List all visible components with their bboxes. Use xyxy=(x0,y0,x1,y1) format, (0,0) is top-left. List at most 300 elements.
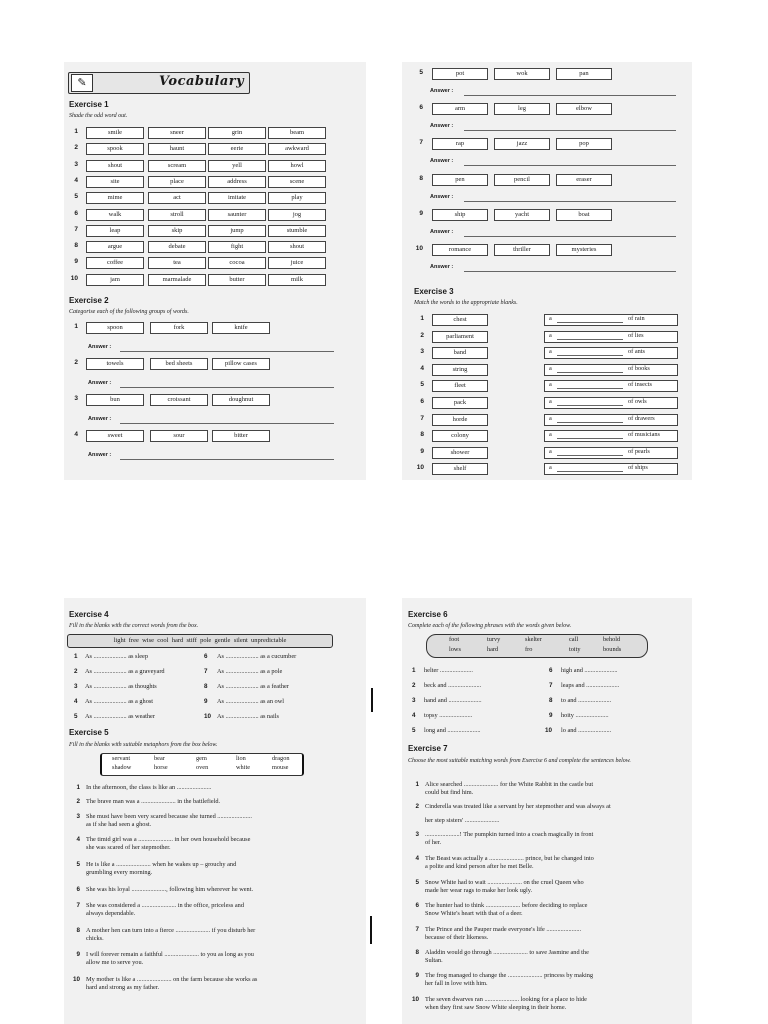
sentence-text: The seven dwarves ran ...................... looking for a place to hide xyxy=(425,996,587,1003)
word-cell: yacht xyxy=(494,209,550,221)
match-cell xyxy=(544,380,678,392)
item-number: 5 xyxy=(419,69,423,76)
sentence-number: 3 xyxy=(76,813,80,820)
word-cell[interactable]: eerie xyxy=(208,143,266,155)
word-cell[interactable]: skip xyxy=(148,225,206,237)
word-cell[interactable]: scream xyxy=(148,160,206,172)
exercise-1-instruction: Shade the odd word out. xyxy=(69,113,128,119)
metaphor-word: lion xyxy=(236,755,246,762)
match-cell xyxy=(544,331,678,343)
sentence-number: 5 xyxy=(415,879,419,886)
binder-mark xyxy=(370,916,372,944)
word-cell[interactable]: debate xyxy=(148,241,206,253)
book-icon: ✎ xyxy=(71,74,93,92)
match-phrase: of rain xyxy=(628,315,645,322)
phrase-text: helter ..................... xyxy=(424,667,473,674)
match-blank[interactable] xyxy=(557,338,623,340)
simile-text: As ..................... as nails xyxy=(217,713,279,720)
phrase-text: topsy ..................... xyxy=(424,712,473,719)
word-cell: fork xyxy=(150,322,208,334)
match-phrase: of insects xyxy=(628,381,652,389)
answer-line[interactable] xyxy=(464,94,676,96)
phrase-number: 3 xyxy=(412,697,416,704)
simile-text: As ..................... as thoughts xyxy=(85,683,157,690)
match-article: a xyxy=(549,398,552,405)
match-blank[interactable] xyxy=(557,454,623,456)
simile-text: As ..................... as weather xyxy=(85,713,155,720)
answer-label: Answer : xyxy=(430,228,454,235)
item-number: 9 xyxy=(74,258,78,266)
phrase-word: skelter xyxy=(525,636,542,643)
collective-noun-cell: shower xyxy=(432,447,488,459)
item-number: 9 xyxy=(420,447,424,455)
word-cell: wok xyxy=(494,68,550,80)
word-box: light free wise cool hard stiff pole gentle silent unpredictable xyxy=(67,634,333,648)
word-cell: pen xyxy=(432,174,488,186)
item-number: 4 xyxy=(74,431,78,438)
word-cell: knife xyxy=(212,322,270,334)
word-cell: bitter xyxy=(212,430,270,442)
simile-item: 1 xyxy=(74,653,78,660)
exercise-4-instruction: Fill in the blanks with the correct words from the box. xyxy=(69,623,199,629)
phrase-text: hoity ..................... xyxy=(561,712,609,719)
phrase-word: toity xyxy=(569,646,581,653)
item-number: 10 xyxy=(416,464,424,472)
simile-item: 4 xyxy=(74,698,78,705)
word-cell: croissant xyxy=(150,394,208,406)
word-cell[interactable]: saunter xyxy=(208,209,266,221)
match-article: a xyxy=(549,381,552,389)
item-number: 6 xyxy=(74,209,78,217)
answer-label: Answer : xyxy=(88,452,112,458)
match-blank[interactable] xyxy=(557,321,623,323)
sentence-text: Aladdin would go through ...................... to save Jasmine and the xyxy=(425,949,589,956)
simile-text: As ..................... as a cucumber xyxy=(217,653,297,660)
word-cell[interactable]: jog xyxy=(268,209,326,221)
collective-noun-cell: parliament xyxy=(432,331,488,343)
word-cell[interactable]: argue xyxy=(86,241,144,253)
sentence-text-cont: as if she had seen a ghost. xyxy=(86,821,152,828)
sentence-number: 9 xyxy=(415,972,419,979)
phrase-number: 8 xyxy=(549,697,553,704)
word-cell: sweet xyxy=(86,430,144,442)
banner-title: Vocabulary xyxy=(159,74,245,89)
sentence-text-cont: she was scared of her stepmother. xyxy=(86,844,171,851)
sentence-text-cont: of her. xyxy=(425,839,442,846)
phrase-number: 2 xyxy=(412,682,416,689)
phrase-text: leaps and ..................... xyxy=(561,682,620,689)
exercise-5-instruction: Fill in the blanks with suitable metaphors from the box below. xyxy=(69,742,218,748)
match-cell xyxy=(544,397,678,409)
sentence-text-cont: chicks. xyxy=(86,935,104,942)
sentence-text: In the afternoon, the class is like an ...................... xyxy=(86,784,212,791)
word-cell: leg xyxy=(494,103,550,115)
word-cell[interactable]: play xyxy=(268,192,326,204)
item-number: 2 xyxy=(74,144,78,152)
match-cell xyxy=(544,347,678,359)
metaphor-word: servant xyxy=(112,755,131,762)
sentence-text: ......................! The pumpkin turned into a coach magically in front xyxy=(425,831,594,838)
simile-text: As ..................... as an owl xyxy=(217,698,284,705)
sentence-text: Cinderella was treated like a servant by her stepmother and was always at xyxy=(425,803,611,810)
phrase-number: 7 xyxy=(549,682,553,689)
answer-label: Answer : xyxy=(88,416,112,422)
exercise-4-title: Exercise 4 xyxy=(69,610,109,619)
exercise-7-title: Exercise 7 xyxy=(408,744,448,753)
sentence-number: 8 xyxy=(76,927,80,934)
sentence-text: My mother is like a ...................... on the farm because she works as xyxy=(86,976,258,983)
word-cell: bun xyxy=(86,394,144,406)
match-cell xyxy=(544,463,678,475)
word-cell[interactable]: haunt xyxy=(148,143,206,155)
word-cell[interactable]: sneer xyxy=(148,127,206,139)
collective-noun-cell: band xyxy=(432,347,488,359)
simile-item: 6 xyxy=(204,653,208,660)
metaphor-word: gem xyxy=(196,755,207,762)
sentence-text-cont: when they first saw Snow White sleeping in their home. xyxy=(425,1004,567,1011)
word-cell[interactable]: act xyxy=(148,192,206,204)
word-cell[interactable]: smile xyxy=(86,127,144,139)
phrase-text: to and ..................... xyxy=(561,697,612,704)
answer-line[interactable] xyxy=(464,270,676,272)
sentence-text: The frog managed to change the ...................... princess by making xyxy=(425,972,594,979)
metaphor-word: horse xyxy=(154,764,168,771)
word-cell[interactable]: address xyxy=(208,176,266,188)
metaphor-box xyxy=(100,753,304,776)
phrase-number: 9 xyxy=(549,712,553,719)
sentence-text-cont: grumbling every morning. xyxy=(86,869,153,876)
exercise-7-instruction: Choose the most suitable matching words from Exercise 6 and complete the sentences below. xyxy=(408,758,631,764)
word-cell[interactable]: cocoa xyxy=(208,257,266,269)
match-blank[interactable] xyxy=(557,387,623,389)
match-phrase: of pearls xyxy=(628,447,650,455)
sentence-text-cont: her step sisters' ...................... xyxy=(425,817,500,824)
metaphor-word: white xyxy=(236,764,250,771)
sentence-number: 2 xyxy=(76,798,80,805)
match-blank[interactable] xyxy=(557,437,623,439)
exercise-2-instruction: Categorise each of the following groups of words. xyxy=(69,309,189,315)
metaphor-word: bear xyxy=(154,755,165,762)
phrase-word: behold xyxy=(603,636,621,643)
match-blank[interactable] xyxy=(557,354,623,356)
word-cell: pillow cases xyxy=(212,358,270,370)
metaphor-word: dragon xyxy=(272,755,290,762)
collective-noun-cell: pack xyxy=(432,397,488,409)
sentence-text: The hunter had to think ...................... before deciding to replace xyxy=(425,902,588,909)
word-cell[interactable]: shout xyxy=(86,160,144,172)
metaphor-word: oven xyxy=(196,764,209,771)
sentence-number: 8 xyxy=(415,949,419,956)
word-cell: romance xyxy=(432,244,488,256)
vocabulary-banner xyxy=(68,72,250,94)
word-cell[interactable]: grin xyxy=(208,127,266,139)
item-number: 10 xyxy=(415,245,423,252)
simile-item: 7 xyxy=(204,668,208,675)
sentence-text: The Prince and the Pauper made everyone's life ...................... xyxy=(425,926,582,933)
match-phrase: of ships xyxy=(628,464,648,472)
worksheet-page-bottom-right xyxy=(402,598,692,1024)
item-number: 3 xyxy=(74,395,78,402)
sentence-number: 6 xyxy=(76,886,80,893)
word-cell[interactable]: juice xyxy=(268,257,326,269)
exercise-3-instruction: Match the words to the appropriate blanks. xyxy=(414,300,518,306)
match-article: a xyxy=(549,315,552,322)
sentence-number: 3 xyxy=(415,831,419,838)
answer-label: Answer : xyxy=(430,123,454,130)
item-number: 7 xyxy=(419,139,423,147)
sentence-number: 1 xyxy=(415,781,419,788)
word-cell[interactable]: stroll xyxy=(148,209,206,221)
phrase-number: 4 xyxy=(412,712,416,719)
sentence-text-cont: hard and strong as my father. xyxy=(86,984,160,991)
word-cell: bed sheets xyxy=(150,358,208,370)
exercise-2-title: Exercise 2 xyxy=(69,296,109,305)
simile-text: As ..................... as a ghost xyxy=(85,698,154,705)
answer-line[interactable] xyxy=(464,164,676,166)
word-cell: elbow xyxy=(556,103,612,115)
exercise-5-title: Exercise 5 xyxy=(69,728,109,737)
sentence-text-cont: made her wear rags to make her look ugly. xyxy=(425,887,533,894)
sentence-text: The Beast was actually a ...................... prince, but he changed into xyxy=(425,855,594,862)
match-article: a xyxy=(549,348,552,356)
word-cell: jazz xyxy=(494,138,550,150)
sentence-text-cont: could but find him. xyxy=(425,789,474,796)
word-cell: doughnut xyxy=(212,394,270,406)
sentence-number: 7 xyxy=(76,902,80,909)
answer-line[interactable] xyxy=(464,129,676,131)
sentence-text: The timid girl was a ...................... in her own household because xyxy=(86,836,251,843)
sentence-number: 10 xyxy=(72,976,80,983)
match-article: a xyxy=(549,331,552,339)
item-number: 8 xyxy=(74,242,78,250)
match-phrase: of musicians xyxy=(628,431,661,439)
word-cell: thriller xyxy=(494,244,550,256)
sentence-text-cont: Snow White's heart with that of a deer. xyxy=(425,910,523,917)
word-cell[interactable]: spook xyxy=(86,143,144,155)
word-cell[interactable]: milk xyxy=(268,274,326,286)
match-blank[interactable] xyxy=(557,421,623,423)
sentence-text-cont: a polite and kind person after he met Belle. xyxy=(425,863,534,870)
word-cell[interactable]: shout xyxy=(268,241,326,253)
match-phrase: of lies xyxy=(628,331,644,339)
word-cell[interactable]: awkward xyxy=(268,143,326,155)
match-article: a xyxy=(549,431,552,439)
word-cell: towels xyxy=(86,358,144,370)
match-cell xyxy=(544,414,678,426)
phrase-number: 1 xyxy=(412,667,416,674)
sentence-number: 7 xyxy=(415,926,419,933)
phrase-word: fro xyxy=(525,646,533,653)
word-cell[interactable]: jam xyxy=(86,274,144,286)
sentence-text: He is like a ...................... when he wakes up – grouchy and xyxy=(86,861,237,868)
sentence-text: Alice searched ...................... for the White Rabbit in the castle but xyxy=(425,781,594,788)
answer-line[interactable] xyxy=(120,458,334,460)
word-cell: boat xyxy=(556,209,612,221)
match-phrase: of books xyxy=(628,364,650,372)
word-cell: spoon xyxy=(86,322,144,334)
phrase-word: lows xyxy=(449,646,461,653)
phrase-word: call xyxy=(569,636,579,643)
item-number: 1 xyxy=(74,128,78,135)
word-cell: mysteries xyxy=(556,244,612,256)
sentence-text-cont: because of their likeness. xyxy=(425,934,489,941)
collective-noun-cell: string xyxy=(432,364,488,376)
answer-label: Answer : xyxy=(88,380,112,386)
sentence-text: I will forever remain a faithful ...................... to you as long as you xyxy=(86,951,254,958)
answer-line[interactable] xyxy=(464,200,676,202)
answer-line[interactable] xyxy=(120,350,334,352)
sentence-number: 9 xyxy=(76,951,80,958)
simile-text: As ..................... as a feather xyxy=(217,683,289,690)
phrase-word: bounds xyxy=(603,646,622,653)
match-blank[interactable] xyxy=(557,371,623,373)
answer-line[interactable] xyxy=(464,235,676,237)
simile-item: 3 xyxy=(74,683,78,690)
word-cell[interactable]: jump xyxy=(208,225,266,237)
phrase-text: high and ..................... xyxy=(561,667,618,674)
item-number: 7 xyxy=(74,225,78,233)
word-cell[interactable]: howl xyxy=(268,160,326,172)
word-cell[interactable]: beam xyxy=(268,127,326,139)
item-number: 8 xyxy=(419,174,423,182)
sentence-text: She was his loyal ......................, following him wherever he went. xyxy=(86,886,254,893)
binder-mark xyxy=(371,688,373,712)
item-number: 5 xyxy=(74,193,78,201)
collective-noun-cell: shelf xyxy=(432,463,488,475)
phrase-text: long and ..................... xyxy=(424,727,481,734)
word-cell: pencil xyxy=(494,174,550,186)
exercise-6-instruction: Complete each of the following phrases with the words given below. xyxy=(408,623,572,629)
item-number: 1 xyxy=(420,315,424,322)
sentence-number: 5 xyxy=(76,861,80,868)
item-number: 1 xyxy=(74,323,78,330)
collective-noun-cell: colony xyxy=(432,430,488,442)
word-cell[interactable]: walk xyxy=(86,209,144,221)
word-cell: pan xyxy=(556,68,612,80)
simile-item: 2 xyxy=(74,668,78,675)
word-cell[interactable]: imitate xyxy=(208,192,266,204)
match-cell xyxy=(544,447,678,459)
phrase-word-box xyxy=(426,634,648,658)
simile-text: As ..................... as a graveyard xyxy=(85,668,165,675)
word-cell[interactable]: scene xyxy=(268,176,326,188)
word-cell: sour xyxy=(150,430,208,442)
word-cell: arm xyxy=(432,103,488,115)
item-number: 2 xyxy=(74,359,78,366)
phrase-text: lo and ..................... xyxy=(561,727,612,734)
sentence-number: 2 xyxy=(415,803,419,810)
sentence-number: 10 xyxy=(411,996,419,1003)
sentence-text-cont: her fall in love with him. xyxy=(425,980,488,987)
match-phrase: of drawers xyxy=(628,414,655,422)
exercise-3-title: Exercise 3 xyxy=(414,287,454,296)
match-article: a xyxy=(549,364,552,372)
item-number: 7 xyxy=(420,414,424,422)
word-cell: eraser xyxy=(556,174,612,186)
sentence-text: The brave man was a ...................... in the battlefield. xyxy=(86,798,221,805)
sentence-text-cont: allow me to serve you. xyxy=(86,959,144,966)
answer-label: Answer : xyxy=(88,344,112,350)
word-cell[interactable]: yell xyxy=(208,160,266,172)
item-number: 4 xyxy=(420,364,424,372)
sentence-text: She was considered a ...................... in the office, priceless and xyxy=(86,902,244,909)
phrase-word: foot xyxy=(449,636,460,643)
match-article: a xyxy=(549,464,552,472)
word-cell: pop xyxy=(556,138,612,150)
match-cell xyxy=(544,314,678,326)
word-cell: pot xyxy=(432,68,488,80)
match-article: a xyxy=(549,447,552,455)
collective-noun-cell: fleet xyxy=(432,380,488,392)
word-cell: rap xyxy=(432,138,488,150)
answer-label: Answer : xyxy=(430,193,454,200)
phrase-number: 5 xyxy=(412,727,416,734)
item-number: 5 xyxy=(420,381,424,389)
word-cell[interactable]: tea xyxy=(148,257,206,269)
simile-item: 9 xyxy=(204,698,208,705)
item-number: 3 xyxy=(420,348,424,356)
sentence-number: 4 xyxy=(415,855,419,862)
match-phrase: of owls xyxy=(628,398,647,405)
item-number: 3 xyxy=(74,160,78,168)
phrase-word: turvy xyxy=(487,636,501,643)
item-number: 10 xyxy=(70,274,78,282)
word-cell[interactable]: mime xyxy=(86,192,144,204)
match-blank[interactable] xyxy=(557,404,623,406)
word-cell[interactable]: butter xyxy=(208,274,266,286)
simile-item: 5 xyxy=(74,713,78,720)
item-number: 6 xyxy=(419,104,423,112)
metaphor-word: shadow xyxy=(112,764,132,771)
answer-label: Answer : xyxy=(430,264,454,270)
word-cell[interactable]: leap xyxy=(86,225,144,237)
simile-text: As ..................... as sleep xyxy=(85,653,148,660)
phrase-text: hand and ..................... xyxy=(424,697,482,704)
collective-noun-cell: chest xyxy=(432,314,488,326)
phrase-number: 10 xyxy=(545,727,553,734)
answer-line[interactable] xyxy=(120,386,334,388)
sentence-number: 6 xyxy=(415,902,419,909)
simile-item: 10 xyxy=(204,713,212,720)
sentence-text: A mother hen can turn into a fierce ...................... if you disturb her xyxy=(86,927,256,934)
item-number: 6 xyxy=(420,398,424,405)
phrase-text: beck and ..................... xyxy=(424,682,482,689)
word-cell[interactable]: site xyxy=(86,176,144,188)
item-number: 2 xyxy=(420,331,424,339)
phrase-number: 6 xyxy=(549,667,553,674)
collective-noun-cell: horde xyxy=(432,414,488,426)
word-cell[interactable]: coffee xyxy=(86,257,144,269)
word-cell[interactable]: fight xyxy=(208,241,266,253)
answer-label: Answer : xyxy=(430,88,454,94)
item-number: 9 xyxy=(419,209,423,217)
word-cell[interactable]: stumble xyxy=(268,225,326,237)
sentence-text: Snow White had to wait ...................... on the cruel Queen who xyxy=(425,879,584,886)
match-cell xyxy=(544,364,678,376)
sentence-text: She must have been very scared because she turned ...................... xyxy=(86,813,252,820)
match-blank[interactable] xyxy=(557,470,623,472)
simile-item: 8 xyxy=(204,683,208,690)
word-cell: ship xyxy=(432,209,488,221)
sentence-text-cont: always dependable. xyxy=(86,910,136,917)
match-phrase: of ants xyxy=(628,348,645,356)
exercise-1-title: Exercise 1 xyxy=(69,100,109,109)
sentence-text-cont: Sultan. xyxy=(425,957,443,964)
answer-line[interactable] xyxy=(120,422,334,424)
word-cell[interactable]: marmalade xyxy=(148,274,206,286)
answer-label: Answer : xyxy=(430,158,454,165)
word-cell[interactable]: place xyxy=(148,176,206,188)
